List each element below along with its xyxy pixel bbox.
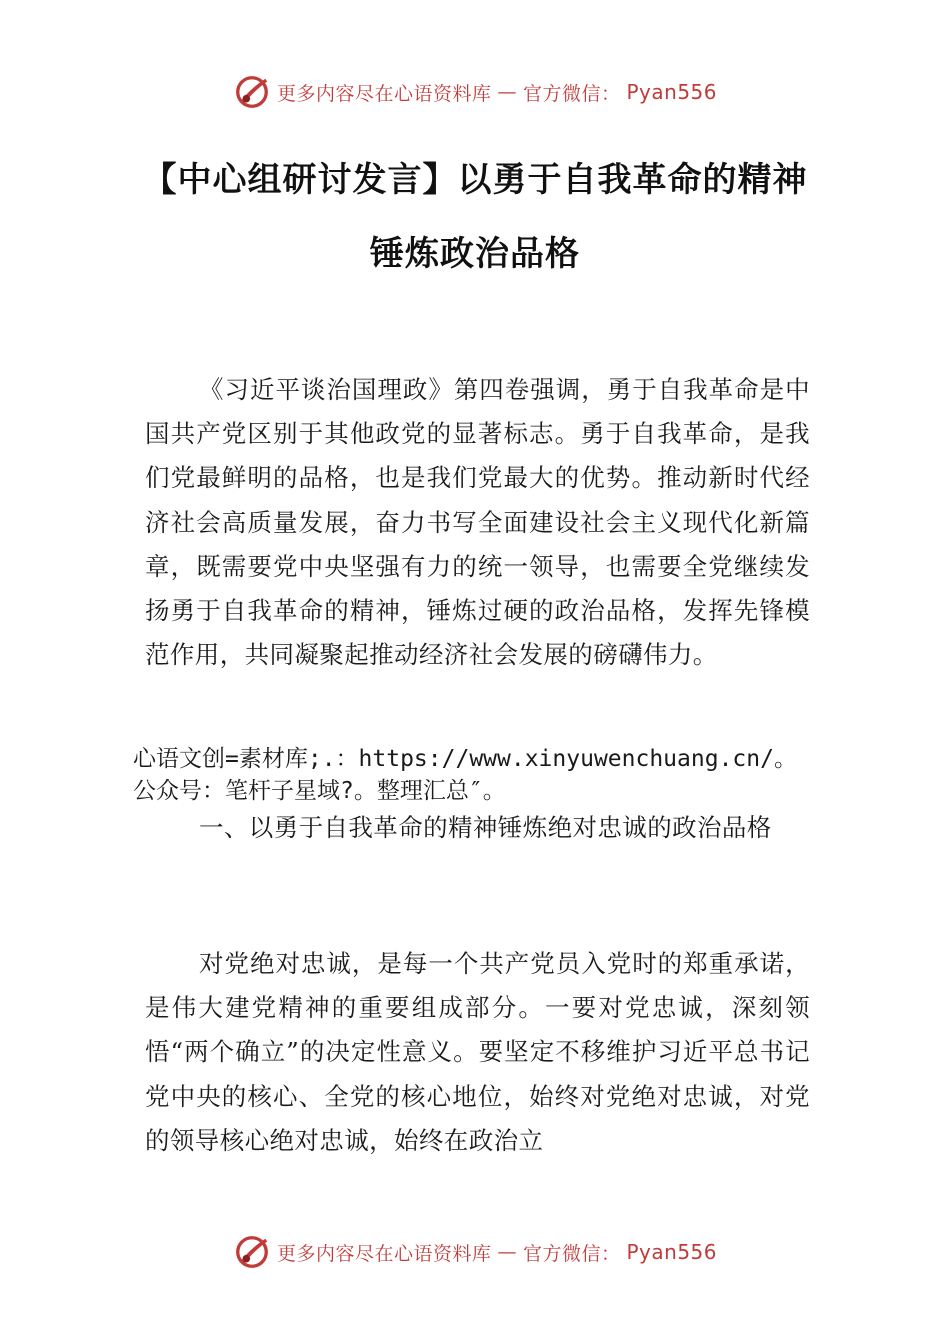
footer-banner <box>0 1232 950 1272</box>
header-separator: — <box>497 81 517 103</box>
source-note <box>133 743 833 807</box>
header-wechat-id: Pyan556 <box>626 80 718 104</box>
footer-wechat-id: Pyan556 <box>626 1240 718 1264</box>
body-paragraph-2: 对党绝对忠诚，是每一个共产党员入党时的郑重承诺，是伟大建党精神的重要组成部分。一要对党忠诚，深刻领悟“两个确立”的决定性意义。要坚定不移维护习近平总书记党中央的核心、全党的核心地位，始终对党绝对忠诚，对党的领导核心绝对忠诚，始终在政治立 <box>145 949 810 1155</box>
section-heading-1: 一、以勇于自我革命的精神锤炼绝对忠诚的政治品格 <box>199 813 772 842</box>
source-note-line2: 公众号：笔杆子星域?。整理汇总″。 <box>133 778 506 804</box>
footer-separator: — <box>497 1241 517 1263</box>
header-banner <box>0 72 950 112</box>
brush-logo-icon <box>233 73 271 111</box>
brush-logo-icon <box>233 1233 271 1271</box>
footer-brand-text: 更多内容尽在心语资料库 <box>276 1242 492 1265</box>
document-title-line2: 锤炼政治品格 <box>370 234 580 274</box>
header-official-label: 官方微信： <box>522 82 621 105</box>
header-brand-text: 更多内容尽在心语资料库 <box>276 82 492 105</box>
source-note-line1: 心语文创=素材库;.：https://www.xinyuwenchuang.cn/。 <box>133 746 797 772</box>
document-title-line1: 【中心组研讨发言】以勇于自我革命的精神 <box>142 160 808 200</box>
footer-official-label: 官方微信： <box>522 1242 621 1265</box>
body-paragraph-1: 《习近平谈治国理政》第四卷强调，勇于自我革命是中国共产党区别于其他政党的显著标志。勇于自我革命，是我们党最鲜明的品格，也是我们党最大的优势。推动新时代经济社会高质量发展，奋力书写全面建设社会主义现代化新篇章，既需要党中央坚强有力的统一领导，也需要全党继续发扬勇于自我革命的精神，锤炼过硬的政治品格，发挥先锋模范作用，共同凝聚起推动经济社会发展的磅礴伟力。 <box>145 375 810 670</box>
